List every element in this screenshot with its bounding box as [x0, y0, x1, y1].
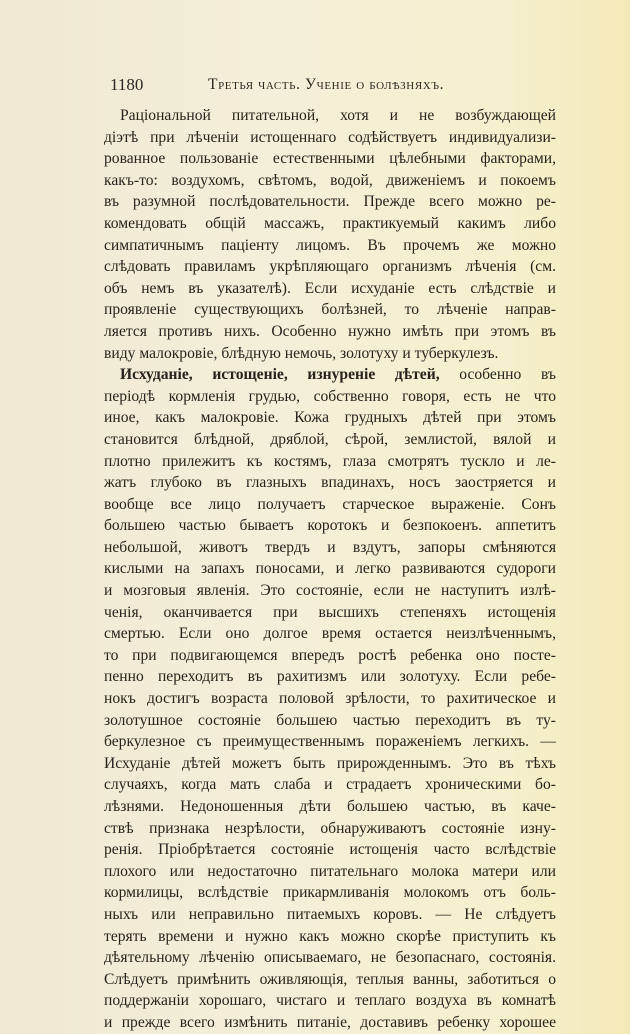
line-text: плотно прилежитъ къ костямъ, глаза смотрятъ тускло и ле- [104, 452, 556, 470]
line-text: вообще все лицо получаетъ старческое выраженіе. Сонъ [104, 495, 556, 513]
line-text: періодѣ кормленія грудью, собственно говоря, есть не что [104, 387, 556, 405]
line-text: ныхъ или неправильно питаемыхъ коровъ. — Не слѣдуетъ [104, 905, 556, 923]
line-text: беркулезное съ преимущественнымъ пораженіемъ легкихъ. — [104, 733, 556, 751]
text-line [104, 278, 556, 300]
text-line [104, 256, 556, 278]
text-line [104, 537, 556, 559]
line-text: комендовать общій массажъ, практикуемый какимъ либо [104, 214, 556, 232]
line-text: терять времени и нужно какъ можно скорѣе приступить къ [104, 927, 556, 945]
text-line [104, 494, 556, 516]
line-text: слѣдовать правиламъ укрѣпляющаго организмъ лѣченія (см. [104, 258, 556, 276]
line-text: ляется противъ нихъ. Особенно нужно имѣть при этомъ въ [104, 322, 556, 340]
line-text: становится блѣдной, дряблой, сѣрой, землистой, вялой и [104, 430, 556, 448]
text-line [104, 990, 556, 1012]
line-text: симпатичнымъ паціенту лицомъ. Въ прочемъ же можно [104, 236, 556, 254]
text-line [104, 148, 556, 170]
text-line [104, 882, 556, 904]
line-text: пенно переходитъ въ рахитизмъ или золотуху. Если ребе- [104, 668, 556, 686]
line-text: то при подвигающемся впередъ ростѣ ребенка оно посте- [104, 646, 556, 664]
page-number: 1180 [110, 75, 144, 94]
text-line [104, 515, 556, 537]
text-line [104, 343, 556, 365]
text-line [104, 170, 556, 192]
running-title: Третья часть. Ученіе о болѣзняхъ. [208, 76, 445, 93]
line-text: иное, какъ малокровіе. Кожа грудныхъ дѣтей при этомъ [104, 409, 556, 427]
text-line [104, 818, 556, 840]
line-text: кислыми на запахъ поносами, и легко развиваются судороги [104, 560, 556, 578]
line-text: дѣятельному лѣченію описываемаго, не безопаснаго, состоянія. [104, 949, 556, 967]
text-line [104, 969, 556, 991]
line-text: особенно въ [439, 366, 556, 384]
text-line [104, 386, 556, 408]
text-line [104, 926, 556, 948]
text-line [104, 105, 556, 127]
text-line [104, 710, 556, 732]
text-line [104, 602, 556, 624]
text-line [104, 774, 556, 796]
text-line [104, 861, 556, 883]
line-text: смертью. Если оно долгое время остается неизлѣченнымъ, [104, 625, 556, 643]
line-text: кормилицы, вслѣдствіе прикармливанія молокомъ отъ боль- [104, 884, 556, 902]
text-line [104, 623, 556, 645]
text-line [104, 213, 556, 235]
text-line [104, 364, 556, 386]
text-line [104, 407, 556, 429]
text-line [104, 558, 556, 580]
text-line [104, 666, 556, 688]
line-text: какъ-то: воздухомъ, свѣтомъ, водой, движеніемъ и покоемъ [104, 171, 556, 189]
text-line [104, 796, 556, 818]
line-text: и прежде всего измѣнить питаніе, доставивъ ребенку хорошее [104, 1013, 556, 1031]
line-text: ренія. Пріобрѣтается состояніе истощенія часто вслѣдствіе [104, 841, 556, 859]
line-text: виду малокровіе, блѣдную немочь, золотуху и туберкулезъ. [104, 344, 499, 362]
line-text: плохого или недостаточно питательнаго молока матери или [104, 862, 556, 880]
line-text: случаяхъ, когда мать слаба и страдаетъ хроническими бо- [104, 776, 556, 794]
text-line [104, 299, 556, 321]
line-text: лѣзнями. Недоношенныя дѣти большею частью, въ каче- [104, 798, 556, 815]
text-line [104, 321, 556, 343]
line-text: діэтѣ при лѣченіи истощеннаго содѣйствуетъ индивидуализи- [104, 128, 556, 146]
text-line [104, 1012, 556, 1034]
line-text: большею частью бываетъ коротокъ и безпокоенъ. аппетитъ [104, 517, 556, 535]
text-line [104, 645, 556, 667]
text-line [104, 127, 556, 149]
line-text: золотушное состояніе большею частью переходитъ въ ту- [104, 711, 556, 729]
text-line [104, 753, 556, 775]
text-line [104, 451, 556, 473]
line-text: Слѣдуетъ примѣнить оживляющія, теплыя ванны, заботиться о [104, 970, 556, 988]
line-text: ствѣ признака незрѣлости, обнаруживаютъ состояніе изну- [104, 819, 556, 837]
text-line [104, 429, 556, 451]
text-line [104, 191, 556, 213]
text-line [104, 472, 556, 494]
line-text: объ немъ въ указателѣ). Если исхуданіе есть слѣдствіе и [104, 279, 556, 297]
line-text: Раціональной питательной, хотя и не возбуждающей [120, 107, 556, 124]
line-text: ченія, оканчивается при высшихъ степеняхъ истощенія [104, 603, 556, 621]
text-line [104, 688, 556, 710]
text-line [104, 235, 556, 257]
line-text: проявленіе существующихъ болѣзней, то лѣченіе направ- [104, 301, 556, 319]
bold-heading: Исхуданіе, истощеніе, изнуреніе дѣтей, [120, 366, 440, 384]
line-text: въ разумной послѣдовательности. Прежде всего можно ре- [104, 193, 556, 211]
line-text: небольшой, животъ твердъ и вздутъ, запоры смѣняются [104, 538, 556, 556]
line-text: нокъ достигъ возраста половой зрѣлости, то рахитическое и [104, 690, 556, 708]
text-line [104, 731, 556, 753]
line-text: жатъ глубоко въ глазныхъ впадинахъ, носъ заостряется и [104, 474, 556, 492]
body-text [104, 105, 556, 1034]
text-line [104, 580, 556, 602]
line-text: поддержаніи хорошаго, чистаго и теплаго воздуха въ комнатѣ [104, 992, 556, 1010]
line-text: и мозговыя явленія. Это состояніе, если не наступитъ излѣ- [104, 582, 556, 600]
text-line [104, 839, 556, 861]
line-text: Исхуданіе дѣтей можетъ быть прирожденнымъ. Это въ тѣхъ [104, 754, 556, 772]
line-text: рованное пользованіе естественными цѣлебными факторами, [104, 150, 556, 168]
text-line [104, 904, 556, 926]
text-line [104, 947, 556, 969]
